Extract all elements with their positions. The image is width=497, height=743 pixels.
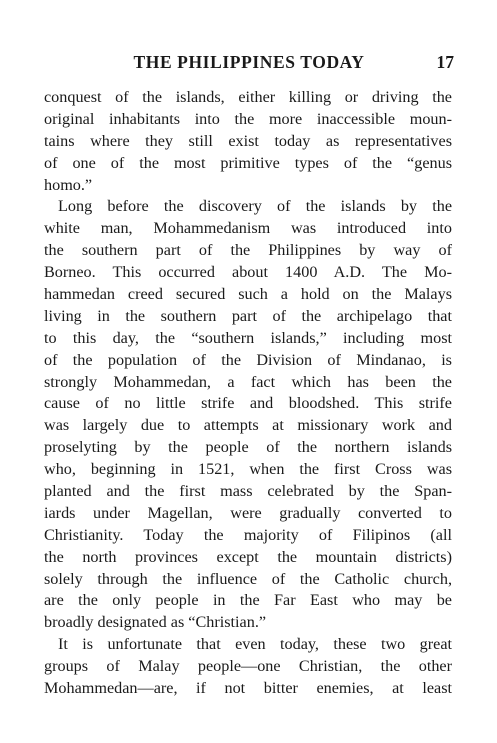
text-line: solely through the influence of the Catholic church,	[44, 569, 452, 588]
text-line: are the only people in the Far East who may be	[44, 591, 452, 610]
text-line: was largely due to attempts at missionary work and	[44, 416, 452, 435]
text-line: Borneo. This occurred about 1400 A.D. The Mo-	[44, 263, 452, 282]
text-line: tains where they still exist today as representatives	[44, 131, 452, 150]
text-line: iards under Magellan, were gradually converted to	[44, 503, 452, 522]
text-line: the southern part of the Philippines by way of	[44, 241, 452, 260]
text-line: living in the southern part of the archipelago that	[44, 306, 452, 325]
paragraph-3	[44, 634, 452, 700]
text-line: It is unfortunate that even today, these two great	[58, 635, 452, 654]
text-line: of one of the most primitive types of the “genus	[44, 153, 452, 172]
text-line: Long before the discovery of the islands by the	[58, 197, 452, 216]
text-line: strongly Mohammedan, a fact which has been the	[44, 372, 452, 391]
text-line: planted and the first mass celebrated by the Span-	[44, 482, 452, 501]
text-line: hammedan creed secured such a hold on the Malays	[44, 285, 452, 304]
text-line: cause of no little strife and bloodshed. This strife	[44, 394, 452, 413]
paragraph-1	[44, 87, 452, 196]
text-line: of the population of the Division of Mindanao, is	[44, 350, 452, 369]
text-line: original inhabitants into the more inaccessible moun-	[44, 109, 452, 128]
text-line: homo.”	[44, 175, 93, 194]
text-line: to this day, the “southern islands,” including most	[44, 328, 452, 347]
page-number: 17	[436, 52, 454, 72]
text-line: groups of Malay people—one Christian, the other	[44, 657, 452, 676]
text-line: who, beginning in 1521, when the first Cross was	[44, 460, 452, 479]
running-title: THE PHILIPPINES TODAY	[133, 52, 365, 72]
page-header	[40, 52, 458, 76]
text-line: conquest of the islands, either killing or driving the	[44, 88, 452, 106]
text-line: Christianity. Today the majority of Filipinos (all	[44, 525, 452, 544]
text-line: white man, Mohammedanism was introduced into	[44, 219, 452, 238]
text-line: broadly designated as “Christian.”	[44, 613, 267, 632]
text-line: Mohammedan—are, if not bitter enemies, at least	[44, 679, 452, 698]
text-line: the north provinces except the mountain districts)	[44, 547, 452, 566]
paragraph-2	[44, 196, 452, 634]
text-line: proselyting by the people of the northern islands	[44, 438, 452, 457]
body-text	[44, 87, 452, 700]
